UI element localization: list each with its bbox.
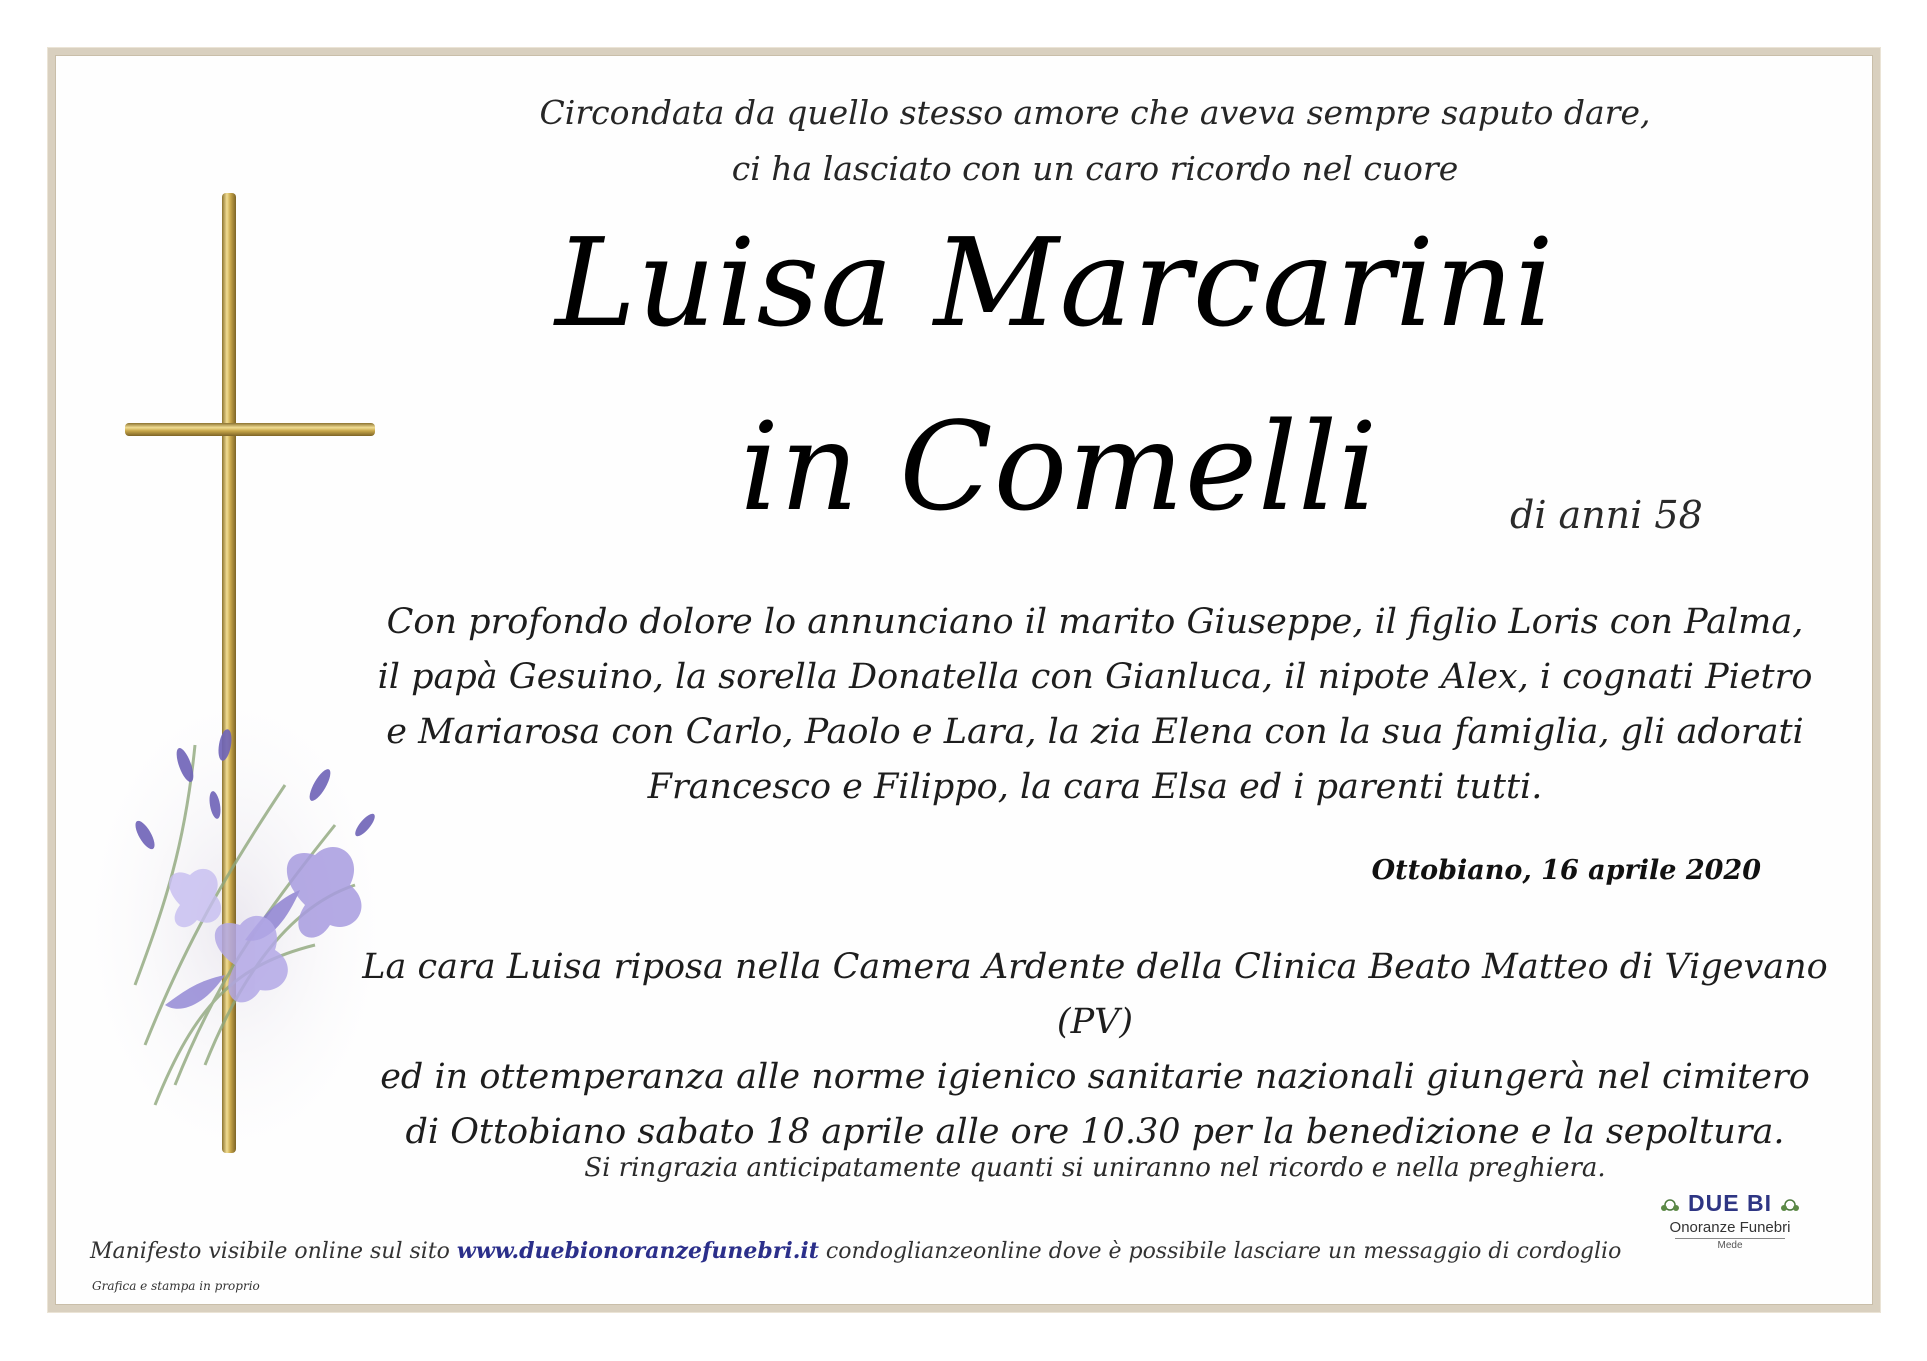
intro-line: ci ha lasciato con un caro ricordo nel cuore	[731, 149, 1459, 188]
deceased-married-name: in Comelli	[740, 396, 1379, 538]
age-label: di anni 58	[1510, 493, 1703, 537]
footer-text-before: Manifesto visibile online sul sito	[90, 1239, 457, 1264]
funeral-home-logo	[1635, 1190, 1825, 1251]
print-credit: Grafica e stampa in proprio	[92, 1279, 260, 1293]
footer-text-after: condoglianzeonline dove è possibile lasciare un messaggio di cordoglio	[818, 1239, 1622, 1264]
intro-line: Circondata da quello stesso amore che aveva sempre saputo dare,	[539, 93, 1651, 132]
funeral-line: ed in ottemperanza alle norme igienico sanitarie nazionali giungerà nel cimitero	[380, 1057, 1810, 1097]
announcement-line: Francesco e Filippo, la cara Elsa ed i parenti tutti.	[647, 767, 1543, 807]
thanks-text: Si ringrazia anticipatamente quanti si uniranno nel ricordo e nella preghiera.	[584, 1153, 1606, 1183]
rose-icon	[1659, 1194, 1681, 1216]
announcement-line: e Mariarosa con Carlo, Paolo e Lara, la zia Elena con la sua famiglia, gli adorati	[386, 712, 1804, 752]
website-link[interactable]: www.duebionoranzefunebri.it	[456, 1238, 819, 1264]
footer-note	[90, 1238, 1621, 1264]
deceased-name: Luisa Marcarini	[555, 212, 1555, 354]
announcement-line: il papà Gesuino, la sorella Donatella con Gianluca, il nipote Alex, i cognati Pietro	[377, 657, 1813, 697]
logo-title-row	[1635, 1190, 1825, 1217]
funeral-line: La cara Luisa riposa nella Camera Ardente della Clinica Beato Matteo di Vigevano (PV)	[362, 947, 1828, 1042]
logo-town: Mede	[1675, 1238, 1785, 1251]
notice-frame	[48, 48, 1880, 1312]
funeral-line: di Ottobiano sabato 18 aprile alle ore 10.30 per la benedizione e la sepoltura.	[405, 1112, 1785, 1152]
announcement-line: Con profondo dolore lo annunciano il marito Giuseppe, il figlio Loris con Palma,	[386, 602, 1804, 642]
announcement-text	[355, 595, 1835, 815]
funeral-details	[355, 940, 1835, 1160]
rose-icon	[1779, 1194, 1801, 1216]
logo-subtitle: Onoranze Funebri	[1669, 1219, 1791, 1236]
intro-text	[355, 85, 1835, 197]
place-date: Ottobiano, 16 aprile 2020	[1371, 855, 1761, 886]
logo-title: DUE BI	[1688, 1190, 1772, 1216]
